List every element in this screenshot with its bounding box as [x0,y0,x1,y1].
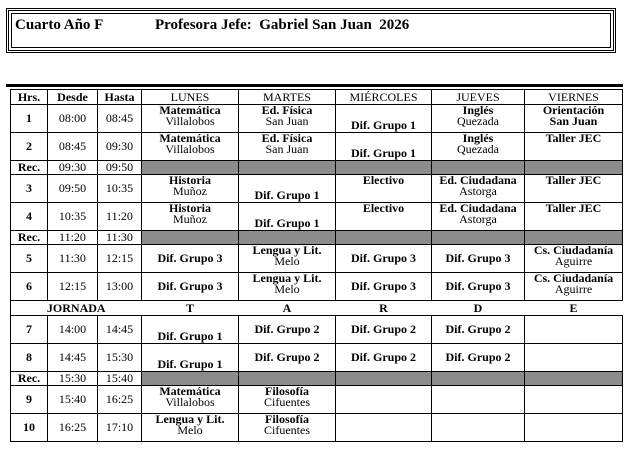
class-cell [525,203,623,231]
period-number: 10 [11,414,48,442]
column-header: Hrs. [11,90,48,105]
class-cell [525,273,623,301]
period-number: 6 [11,273,48,301]
subject: Ed. Física [261,132,313,145]
period-row [11,105,623,133]
subject: Cs. Ciudadanía [533,272,614,285]
course-name: Cuarto Año F [15,17,104,33]
class-cell [239,414,336,442]
period-number: 1 [11,105,48,133]
class-cell [336,175,432,203]
period-row [11,344,623,372]
class-cell [432,133,525,161]
class-cell [525,344,623,372]
class-cell [142,105,239,133]
class-cell [239,316,336,344]
end-time: 08:45 [98,105,142,133]
subject: Dif. Grupo 2 [445,350,511,364]
subject: Matemática [159,385,221,398]
subject: Dif. Grupo 1 [254,188,320,202]
start-time: 08:45 [48,133,98,161]
subject: Dif. Grupo 3 [445,279,511,293]
end-time: 17:10 [98,414,142,442]
period-row [11,386,623,414]
recess-cell [142,161,239,175]
subject: Dif. Grupo 1 [254,216,320,230]
period-row [11,273,623,301]
period-number: Rec. [11,372,48,386]
teacher: Melo [274,254,300,268]
column-header: LUNES [142,90,239,105]
class-cell [525,133,623,161]
class-cell [142,245,239,273]
subject: Taller JEC [545,132,602,145]
period-row [11,175,623,203]
class-cell [142,273,239,301]
subject: Historia [169,174,211,187]
period-number: 9 [11,386,48,414]
jornada-letter: R [336,301,432,316]
teacher: Aguirre [554,254,593,268]
recess-row [11,161,623,175]
period-number: Rec. [11,231,48,245]
subject: Dif. Grupo 2 [350,350,416,364]
class-cell [432,203,525,231]
jornada-letter: E [525,301,623,316]
recess-row [11,372,623,386]
subject: Dif. Grupo 1 [350,146,416,160]
recess-row [11,231,623,245]
subject: Ed. Ciudadana [439,174,517,187]
teacher: San Juan [265,142,309,156]
teacher: Muñoz [173,184,207,198]
title-box [6,8,616,53]
period-number: 5 [11,245,48,273]
column-header: JUEVES [432,90,525,105]
end-time: 11:30 [98,231,142,245]
end-time: 16:25 [98,386,142,414]
class-cell [142,203,239,231]
class-cell [239,175,336,203]
end-time: 11:20 [98,203,142,231]
end-time: 12:15 [98,245,142,273]
end-time: 13:00 [98,273,142,301]
class-cell [525,386,623,414]
column-header: Hasta [98,90,142,105]
subject: Ed. Ciudadana [439,202,517,215]
jornada-label: JORNADA [11,301,142,316]
column-header: Desde [48,90,98,105]
header-row [11,90,623,105]
head-teacher: Profesora Jefe: Gabriel San Juan 2026 [155,17,410,33]
class-cell [239,344,336,372]
recess-cell [336,231,432,245]
schedule-table [10,89,623,442]
recess-cell [336,161,432,175]
class-cell [239,133,336,161]
recess-cell [142,231,239,245]
subject: Dif. Grupo 1 [157,357,223,371]
class-cell [142,316,239,344]
subject: Dif. Grupo 2 [350,322,416,336]
recess-cell [142,372,239,386]
subject: Electivo [362,202,405,215]
teacher: Quezada [457,114,499,128]
period-number: 8 [11,344,48,372]
class-cell [239,203,336,231]
teacher: Muñoz [173,212,207,226]
teacher: Villalobos [165,142,215,156]
teacher: Astorga [459,184,497,198]
class-cell [336,414,432,442]
class-cell [432,105,525,133]
class-cell [336,245,432,273]
recess-cell [432,372,525,386]
period-number: 3 [11,175,48,203]
class-cell [239,386,336,414]
subject: Dif. Grupo 3 [350,279,416,293]
jornada-letter: T [142,301,239,316]
start-time: 14:45 [48,344,98,372]
start-time: 11:30 [48,245,98,273]
class-cell [432,245,525,273]
subject: Taller JEC [545,202,602,215]
class-cell [432,273,525,301]
class-cell [525,245,623,273]
recess-cell [239,231,336,245]
class-cell [336,133,432,161]
teacher: Villalobos [165,395,215,409]
end-time: 09:50 [98,161,142,175]
class-cell [142,386,239,414]
start-time: 15:40 [48,386,98,414]
subject: Dif. Grupo 3 [350,251,416,265]
subject: Lengua y Lit. [252,244,322,257]
start-time: 09:50 [48,175,98,203]
class-cell [432,175,525,203]
start-time: 12:15 [48,273,98,301]
class-cell [525,105,623,133]
teacher: Cifuentes [264,423,310,437]
end-time: 14:45 [98,316,142,344]
class-cell [336,386,432,414]
class-cell [525,316,623,344]
recess-cell [432,161,525,175]
subject: Lengua y Lit. [155,413,225,426]
subject: Filosofía [265,413,309,426]
end-time: 15:30 [98,344,142,372]
teacher: San Juan [549,114,598,128]
class-cell [142,344,239,372]
column-header: VIERNES [525,90,623,105]
subject: Filosofía [265,385,309,398]
subject: Electivo [362,174,405,187]
start-time: 16:25 [48,414,98,442]
subject: Matemática [159,104,221,117]
subject: Dif. Grupo 3 [157,279,223,293]
start-time: 14:00 [48,316,98,344]
class-cell [336,316,432,344]
column-header: MIÉRCOLES [336,90,432,105]
teacher: Cifuentes [264,395,310,409]
period-number: 2 [11,133,48,161]
class-cell [239,273,336,301]
subject: Ed. Física [261,104,313,117]
start-time: 10:35 [48,203,98,231]
class-cell [142,414,239,442]
title-line [15,17,409,34]
subject: Dif. Grupo 2 [254,350,320,364]
subject: Cs. Ciudadanía [533,244,614,257]
period-row [11,414,623,442]
subject: Orientación [542,104,605,117]
subject: Dif. Grupo 1 [350,118,416,132]
class-cell [525,175,623,203]
end-time: 15:40 [98,372,142,386]
class-cell [432,414,525,442]
class-cell [142,175,239,203]
teacher: Villalobos [165,114,215,128]
recess-cell [525,372,623,386]
recess-cell [525,231,623,245]
class-cell [432,316,525,344]
subject: Inglés [462,132,494,145]
end-time: 09:30 [98,133,142,161]
teacher: Quezada [457,142,499,156]
subject: Historia [169,202,211,215]
subject: Dif. Grupo 2 [445,322,511,336]
subject: Dif. Grupo 3 [445,251,511,265]
jornada-letter: D [432,301,525,316]
recess-cell [432,231,525,245]
subject: Taller JEC [545,174,602,187]
teacher: Melo [177,423,203,437]
jornada-row [11,301,623,316]
class-cell [239,245,336,273]
teacher: Astorga [459,212,497,226]
teacher: Aguirre [554,282,593,296]
class-cell [142,133,239,161]
class-cell [432,386,525,414]
start-time: 11:20 [48,231,98,245]
start-time: 09:30 [48,161,98,175]
class-cell [239,105,336,133]
period-row [11,316,623,344]
period-number: 7 [11,316,48,344]
class-cell [336,344,432,372]
start-time: 08:00 [48,105,98,133]
divider-line [6,84,623,87]
subject: Matemática [159,132,221,145]
period-number: 4 [11,203,48,231]
recess-cell [239,372,336,386]
teacher: San Juan [265,114,309,128]
recess-cell [239,161,336,175]
recess-cell [336,372,432,386]
teacher: Melo [274,282,300,296]
subject: Dif. Grupo 2 [254,322,320,336]
class-cell [432,344,525,372]
class-cell [336,105,432,133]
subject: Lengua y Lit. [252,272,322,285]
jornada-letter: A [239,301,336,316]
start-time: 15:30 [48,372,98,386]
subject: Dif. Grupo 1 [157,329,223,343]
subject: Inglés [462,104,494,117]
period-row [11,203,623,231]
recess-cell [525,161,623,175]
class-cell [336,203,432,231]
end-time: 10:35 [98,175,142,203]
period-row [11,245,623,273]
period-number: Rec. [11,161,48,175]
period-row [11,133,623,161]
column-header: MARTES [239,90,336,105]
class-cell [336,273,432,301]
subject: Dif. Grupo 3 [157,251,223,265]
class-cell [525,414,623,442]
